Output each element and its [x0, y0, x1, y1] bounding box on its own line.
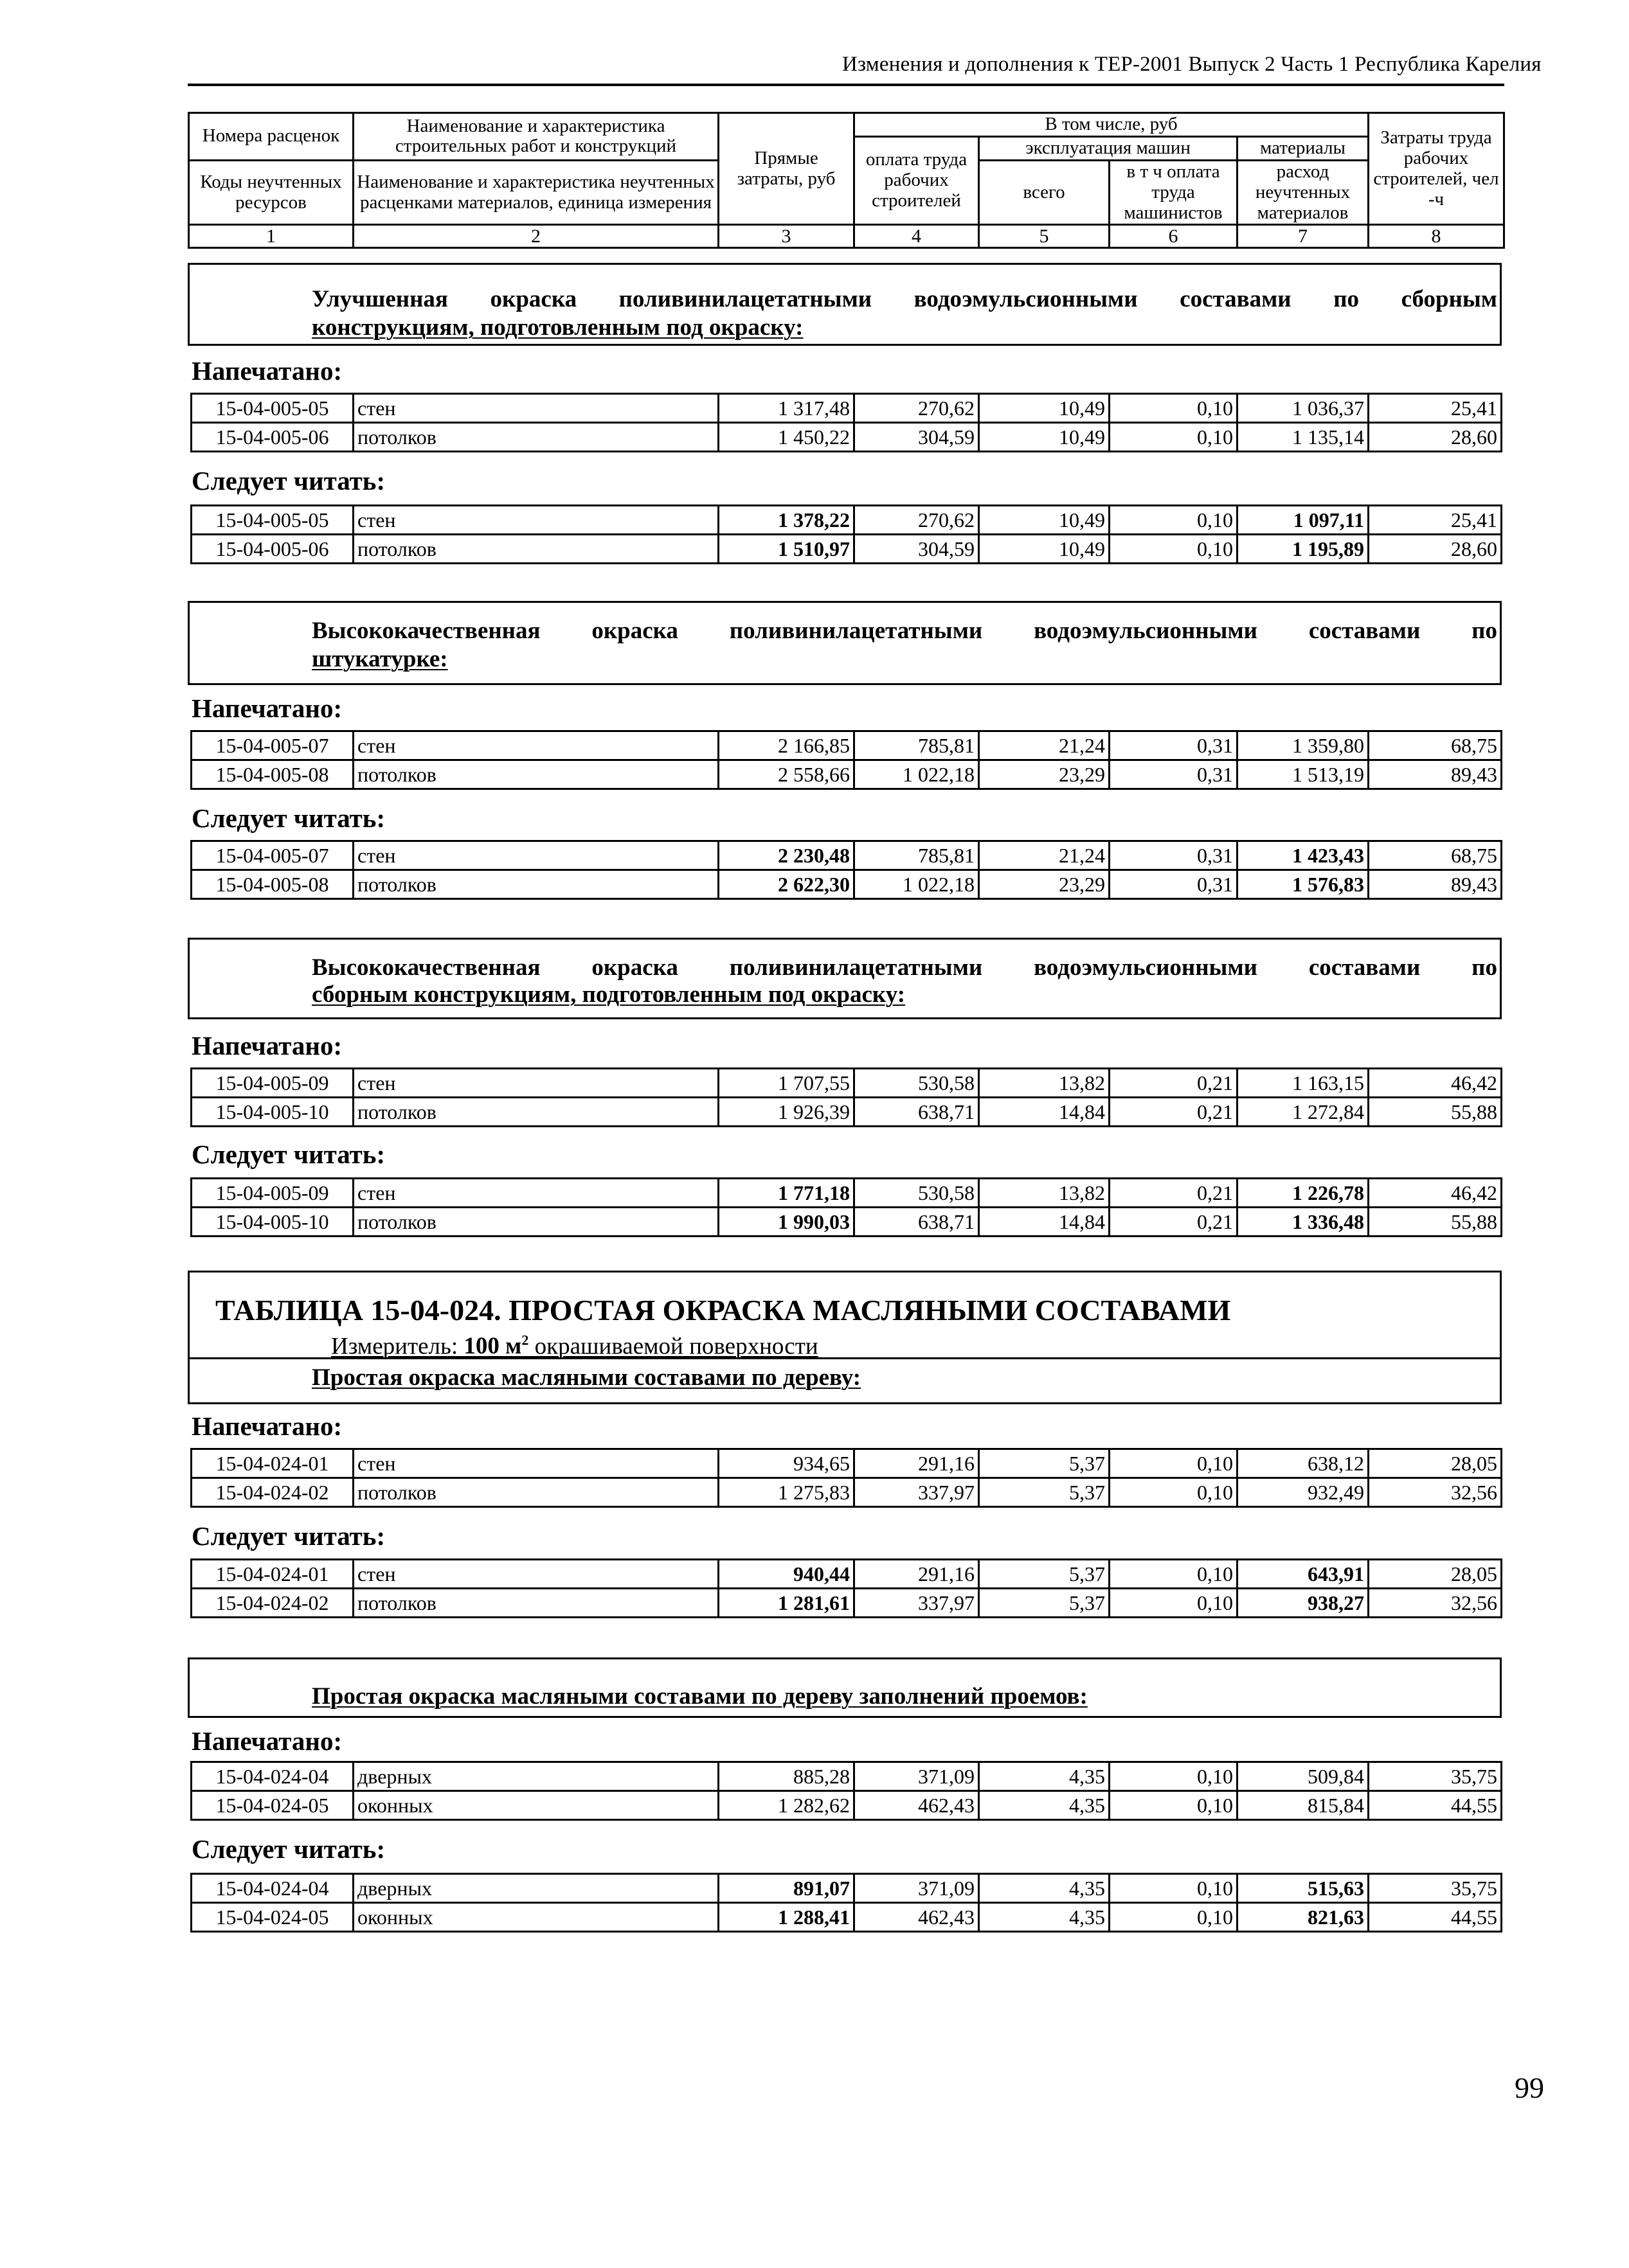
- table-row: [192, 506, 1502, 535]
- table-row: [192, 1874, 1502, 1903]
- rate-code: 15-04-005-05: [192, 394, 354, 423]
- header-worker-wages: оплата труда рабочих строителей: [854, 136, 979, 225]
- section-title-1-line1: Улучшенная окраска поливинилацетатными водоэмульсионными составами по сборным: [312, 286, 1497, 312]
- should-read-label: Следует читать:: [192, 1139, 386, 1169]
- labor-hours: 28,05: [1369, 1560, 1502, 1589]
- section-box-5: [188, 1657, 1502, 1718]
- machines-total: 10,49: [979, 506, 1110, 535]
- work-name: потолков: [354, 423, 719, 452]
- operator-wages: 0,10: [1110, 1762, 1238, 1791]
- worker-wages: 337,97: [854, 1478, 979, 1507]
- operator-wages: 0,10: [1110, 1903, 1238, 1932]
- unit-value: [464, 1333, 528, 1359]
- direct-costs: 1 450,22: [719, 423, 854, 452]
- printed-label: Напечатано:: [192, 356, 343, 386]
- rate-code: 15-04-005-10: [192, 1098, 354, 1127]
- worker-wages: 462,43: [854, 1903, 979, 1932]
- work-name: дверных: [354, 1762, 719, 1791]
- col-number-1: 1: [189, 225, 354, 248]
- header-material-name: Наименование и характеристика неучтенных расценками материалов, единица измерения: [354, 160, 719, 225]
- labor-hours: 46,42: [1369, 1069, 1502, 1098]
- worker-wages: 304,59: [854, 535, 979, 564]
- machines-total: 21,24: [979, 731, 1110, 760]
- header-including-cell: В том числе, руб: [854, 113, 1369, 137]
- work-name: стен: [354, 394, 719, 423]
- direct-costs: 1 707,55: [719, 1069, 854, 1098]
- materials: 1 135,14: [1238, 423, 1369, 452]
- table-row: [192, 1560, 1502, 1589]
- direct-costs: 940,44: [719, 1560, 854, 1589]
- table-row: [192, 535, 1502, 564]
- worker-wages: 371,09: [854, 1762, 979, 1791]
- table-row: [192, 1903, 1502, 1932]
- labor-hours: 89,43: [1369, 870, 1502, 899]
- section-title-2-line2: штукатурке:: [312, 646, 448, 672]
- machines-total: 5,37: [979, 1560, 1110, 1589]
- worker-wages: 291,16: [854, 1449, 979, 1478]
- header-resource-codes: Коды неучтенных ресурсов: [189, 160, 354, 225]
- rate-code: 15-04-024-02: [192, 1589, 354, 1618]
- rate-code: 15-04-024-04: [192, 1762, 354, 1791]
- header-machines: эксплуатация машин: [979, 136, 1238, 160]
- worker-wages: 270,62: [854, 506, 979, 535]
- machines-total: 23,29: [979, 760, 1110, 789]
- labor-hours: 35,75: [1369, 1762, 1502, 1791]
- work-name: потолков: [354, 1589, 719, 1618]
- direct-costs: 1 288,41: [719, 1903, 854, 1932]
- work-name: потолков: [354, 1208, 719, 1237]
- machines-total: 14,84: [979, 1208, 1110, 1237]
- worker-wages: 530,58: [854, 1179, 979, 1208]
- direct-costs: 1 990,03: [719, 1208, 854, 1237]
- page-number: 99: [1515, 2071, 1544, 2104]
- rate-code: 15-04-024-01: [192, 1449, 354, 1478]
- machines-total: 5,37: [979, 1449, 1110, 1478]
- work-name: стен: [354, 841, 719, 870]
- materials: 1 226,78: [1238, 1179, 1369, 1208]
- direct-costs: 1 275,83: [719, 1478, 854, 1507]
- rate-code: 15-04-024-02: [192, 1478, 354, 1507]
- column-header-grid: [188, 112, 1505, 249]
- section-box-3: [188, 938, 1502, 1019]
- worker-wages: 462,43: [854, 1791, 979, 1820]
- table-row: [192, 423, 1502, 452]
- labor-hours: 44,55: [1369, 1791, 1502, 1820]
- machines-total: 23,29: [979, 870, 1110, 899]
- work-name: оконных: [354, 1903, 719, 1932]
- operator-wages: 0,10: [1110, 1560, 1238, 1589]
- col-number-3: 3: [719, 225, 854, 248]
- table-024-unit: [331, 1332, 818, 1360]
- operator-wages: 0,10: [1110, 535, 1238, 564]
- work-name: стен: [354, 731, 719, 760]
- machines-total: 4,35: [979, 1903, 1110, 1932]
- worker-wages: 1 022,18: [854, 760, 979, 789]
- table-row: [192, 1179, 1502, 1208]
- machines-total: 5,37: [979, 1478, 1110, 1507]
- header-operator-wages: в т ч оплата труда машинистов: [1110, 160, 1238, 225]
- col-number-4: 4: [854, 225, 979, 248]
- rate-code: 15-04-005-09: [192, 1069, 354, 1098]
- materials: 509,84: [1238, 1762, 1369, 1791]
- materials: 1 097,11: [1238, 506, 1369, 535]
- worker-wages: 337,97: [854, 1589, 979, 1618]
- col-number-8: 8: [1369, 225, 1504, 248]
- rate-code: 15-04-005-06: [192, 535, 354, 564]
- running-header: Изменения и дополнения к ТЕР-2001 Выпуск 2 Часть 1 Республика Карелия: [842, 53, 1542, 76]
- rate-code: 15-04-005-05: [192, 506, 354, 535]
- work-name: потолков: [354, 760, 719, 789]
- operator-wages: 0,31: [1110, 731, 1238, 760]
- materials: 932,49: [1238, 1478, 1369, 1507]
- operator-wages: 0,10: [1110, 1449, 1238, 1478]
- rate-code: 15-04-024-04: [192, 1874, 354, 1903]
- header-rule: [188, 84, 1504, 86]
- section-1-printed-rows: [190, 393, 1502, 452]
- materials: 1 272,84: [1238, 1098, 1369, 1127]
- labor-hours: 32,56: [1369, 1589, 1502, 1618]
- labor-hours: 68,75: [1369, 841, 1502, 870]
- materials: 1 163,15: [1238, 1069, 1369, 1098]
- printed-label: Напечатано:: [192, 1726, 343, 1756]
- table-row: [192, 1208, 1502, 1237]
- machines-total: 5,37: [979, 1589, 1110, 1618]
- col-number-5: 5: [979, 225, 1110, 248]
- rate-code: 15-04-005-07: [192, 841, 354, 870]
- printed-label: Напечатано:: [192, 693, 343, 723]
- direct-costs: 1 926,39: [719, 1098, 854, 1127]
- section-4-printed-rows: [190, 1448, 1502, 1508]
- materials: 1 576,83: [1238, 870, 1369, 899]
- operator-wages: 0,21: [1110, 1069, 1238, 1098]
- col-number-7: 7: [1238, 225, 1369, 248]
- labor-hours: 28,60: [1369, 535, 1502, 564]
- operator-wages: 0,21: [1110, 1098, 1238, 1127]
- worker-wages: 638,71: [854, 1098, 979, 1127]
- labor-hours: 35,75: [1369, 1874, 1502, 1903]
- work-name: стен: [354, 506, 719, 535]
- section-3-printed-rows: [190, 1067, 1502, 1127]
- machines-total: 10,49: [979, 423, 1110, 452]
- section-title-1-line2: конструкциям, подготовленным под окраску:: [312, 314, 804, 341]
- labor-hours: 89,43: [1369, 760, 1502, 789]
- unit-suffix: окрашиваемой поверхности: [534, 1333, 818, 1360]
- direct-costs: 2 622,30: [719, 870, 854, 899]
- labor-hours: 46,42: [1369, 1179, 1502, 1208]
- worker-wages: 270,62: [854, 394, 979, 423]
- work-name: потолков: [354, 535, 719, 564]
- operator-wages: 0,10: [1110, 1791, 1238, 1820]
- header-labor-hours-cell: Затраты труда рабочих строителей, чел -ч: [1369, 113, 1504, 225]
- materials: 938,27: [1238, 1589, 1369, 1618]
- operator-wages: 0,31: [1110, 841, 1238, 870]
- direct-costs: 891,07: [719, 1874, 854, 1903]
- table-row: [192, 760, 1502, 789]
- section-box-2: [188, 601, 1502, 685]
- machines-total: 4,35: [979, 1791, 1110, 1820]
- work-name: стен: [354, 1449, 719, 1478]
- labor-hours: 55,88: [1369, 1098, 1502, 1127]
- labor-hours: 28,05: [1369, 1449, 1502, 1478]
- printed-label: Напечатано:: [192, 1411, 343, 1441]
- should-read-label: Следует читать:: [192, 1521, 386, 1551]
- rate-code: 15-04-005-07: [192, 731, 354, 760]
- materials: 815,84: [1238, 1791, 1369, 1820]
- direct-costs: 1 317,48: [719, 394, 854, 423]
- table-row: [192, 1589, 1502, 1618]
- labor-hours: 55,88: [1369, 1208, 1502, 1237]
- machines-total: 13,82: [979, 1069, 1110, 1098]
- should-read-label: Следует читать:: [192, 803, 386, 833]
- operator-wages: 0,10: [1110, 506, 1238, 535]
- machines-total: 4,35: [979, 1762, 1110, 1791]
- rate-code: 15-04-005-10: [192, 1208, 354, 1237]
- table-row: [192, 841, 1502, 870]
- section-2-printed-rows: [190, 730, 1502, 790]
- operator-wages: 0,31: [1110, 760, 1238, 789]
- direct-costs: 2 558,66: [719, 760, 854, 789]
- machines-total: 14,84: [979, 1098, 1110, 1127]
- direct-costs: 2 166,85: [719, 731, 854, 760]
- worker-wages: 785,81: [854, 841, 979, 870]
- operator-wages: 0,31: [1110, 870, 1238, 899]
- direct-costs: 2 230,48: [719, 841, 854, 870]
- materials: 638,12: [1238, 1449, 1369, 1478]
- operator-wages: 0,10: [1110, 1478, 1238, 1507]
- table-row: [192, 1762, 1502, 1791]
- materials: 1 359,80: [1238, 731, 1369, 760]
- direct-costs: 885,28: [719, 1762, 854, 1791]
- header-direct-costs-cell: Прямые затраты, руб: [719, 113, 854, 225]
- col-number-6: 6: [1110, 225, 1238, 248]
- section-5-printed-rows: [190, 1761, 1502, 1821]
- rate-code: 15-04-005-08: [192, 760, 354, 789]
- section-1-corrected-rows: [190, 504, 1502, 564]
- section-title-3-line1: Высококачественная окраска поливинилацетатными водоэмульсионными составами по: [312, 954, 1497, 981]
- machines-total: 4,35: [979, 1874, 1110, 1903]
- header-rate-numbers-cell: Номера расценок: [189, 113, 354, 161]
- labor-hours: 44,55: [1369, 1903, 1502, 1932]
- should-read-label: Следует читать:: [192, 1834, 386, 1864]
- section-box-1: [188, 263, 1502, 346]
- table-row: [192, 1791, 1502, 1820]
- operator-wages: 0,10: [1110, 1874, 1238, 1903]
- labor-hours: 25,41: [1369, 394, 1502, 423]
- worker-wages: 1 022,18: [854, 870, 979, 899]
- work-name: потолков: [354, 1098, 719, 1127]
- direct-costs: 934,65: [719, 1449, 854, 1478]
- section-4-corrected-rows: [190, 1558, 1502, 1618]
- section-title-3-line2: сборным конструкциям, подготовленным под окраску:: [312, 981, 906, 1008]
- table-row: [192, 1478, 1502, 1507]
- unit-prefix: Измеритель:: [331, 1333, 458, 1360]
- direct-costs: 1 510,97: [719, 535, 854, 564]
- materials: 1 513,19: [1238, 760, 1369, 789]
- direct-costs: 1 281,61: [719, 1589, 854, 1618]
- operator-wages: 0,21: [1110, 1179, 1238, 1208]
- should-read-label: Следует читать:: [192, 466, 386, 496]
- materials: 643,91: [1238, 1560, 1369, 1589]
- labor-hours: 25,41: [1369, 506, 1502, 535]
- direct-costs: 1 282,62: [719, 1791, 854, 1820]
- work-name: потолков: [354, 1478, 719, 1507]
- section-title-4: Простая окраска масляными составами по дереву:: [312, 1364, 861, 1391]
- work-name: оконных: [354, 1791, 719, 1820]
- labor-hours: 68,75: [1369, 731, 1502, 760]
- work-name: стен: [354, 1179, 719, 1208]
- labor-hours: 32,56: [1369, 1478, 1502, 1507]
- rate-code: 15-04-024-05: [192, 1791, 354, 1820]
- direct-costs: 1 771,18: [719, 1179, 854, 1208]
- worker-wages: 530,58: [854, 1069, 979, 1098]
- table-row: [192, 731, 1502, 760]
- work-name: потолков: [354, 870, 719, 899]
- materials: 1 423,43: [1238, 841, 1369, 870]
- machines-total: 13,82: [979, 1179, 1110, 1208]
- section-title-2-line1: Высококачественная окраска поливинилацетатными водоэмульсионными составами по: [312, 618, 1497, 644]
- materials: 821,63: [1238, 1903, 1369, 1932]
- materials: 1 036,37: [1238, 394, 1369, 423]
- section-2-corrected-rows: [190, 840, 1502, 900]
- worker-wages: 638,71: [854, 1208, 979, 1237]
- worker-wages: 291,16: [854, 1560, 979, 1589]
- table-row: [192, 870, 1502, 899]
- work-name: стен: [354, 1069, 719, 1098]
- operator-wages: 0,21: [1110, 1208, 1238, 1237]
- machines-total: 10,49: [979, 535, 1110, 564]
- header-machines-total: всего: [979, 160, 1110, 225]
- col-number-2: 2: [354, 225, 719, 248]
- section-title-5: Простая окраска масляными составами по дереву заполнений проемов:: [312, 1683, 1088, 1710]
- rate-code: 15-04-024-01: [192, 1560, 354, 1589]
- rate-code: 15-04-005-09: [192, 1179, 354, 1208]
- table-024-title: ТАБЛИЦА 15-04-024. ПРОСТАЯ ОКРАСКА МАСЛЯНЫМИ СОСТАВАМИ: [215, 1294, 1231, 1326]
- work-name: дверных: [354, 1874, 719, 1903]
- direct-costs: 1 378,22: [719, 506, 854, 535]
- rate-code: 15-04-005-08: [192, 870, 354, 899]
- printed-label: Напечатано:: [192, 1031, 343, 1060]
- materials: 1 336,48: [1238, 1208, 1369, 1237]
- table-row: [192, 1069, 1502, 1098]
- operator-wages: 0,10: [1110, 394, 1238, 423]
- table-row: [192, 394, 1502, 423]
- worker-wages: 785,81: [854, 731, 979, 760]
- section-5-corrected-rows: [190, 1873, 1502, 1933]
- materials: 1 195,89: [1238, 535, 1369, 564]
- table-row: [192, 1449, 1502, 1478]
- table-row: [192, 1098, 1502, 1127]
- unit-superscript: 2: [521, 1332, 529, 1348]
- worker-wages: 371,09: [854, 1874, 979, 1903]
- machines-total: 10,49: [979, 394, 1110, 423]
- rate-code: 15-04-024-05: [192, 1903, 354, 1932]
- work-name: стен: [354, 1560, 719, 1589]
- materials: 515,63: [1238, 1874, 1369, 1903]
- unit-value-text: 100 м: [464, 1333, 522, 1360]
- worker-wages: 304,59: [854, 423, 979, 452]
- header-material-consumption: расход неучтенных материалов: [1238, 160, 1369, 225]
- header-work-name-cell: Наименование и характеристика строительных работ и конструкций: [354, 113, 719, 161]
- labor-hours: 28,60: [1369, 423, 1502, 452]
- operator-wages: 0,10: [1110, 423, 1238, 452]
- section-3-corrected-rows: [190, 1177, 1502, 1237]
- header-materials: материалы: [1238, 136, 1369, 160]
- operator-wages: 0,10: [1110, 1589, 1238, 1618]
- rate-code: 15-04-005-06: [192, 423, 354, 452]
- machines-total: 21,24: [979, 841, 1110, 870]
